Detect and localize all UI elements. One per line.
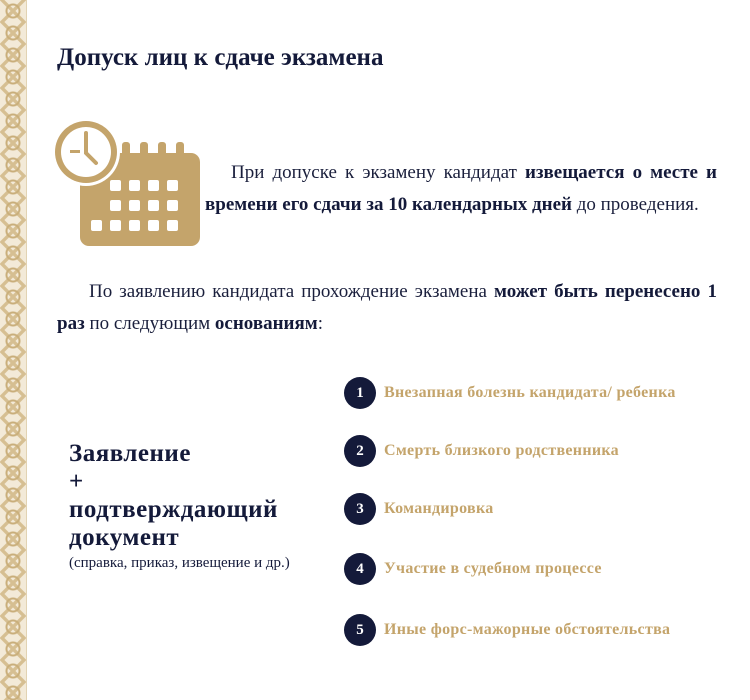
reason-item bbox=[344, 614, 694, 646]
reason-text: Смерть близкого родственника bbox=[384, 442, 619, 459]
application-label: Заявление bbox=[69, 440, 191, 467]
reason-item bbox=[344, 493, 694, 525]
calendar-clock-icon bbox=[52, 118, 202, 246]
plus-sign: + bbox=[69, 468, 84, 495]
reschedule-text-mid: по следующим bbox=[84, 313, 215, 334]
reason-item bbox=[344, 435, 694, 467]
notice-emphasis: извещается о месте и времени его сдачи за 10 календарных дней bbox=[205, 162, 717, 215]
reason-text: Командировка bbox=[384, 500, 494, 517]
number-badge: 4 bbox=[344, 553, 376, 585]
reschedule-emphasis: может быть перенесено 1 раз bbox=[57, 281, 717, 334]
reason-text: Участие в судебном процессе bbox=[384, 560, 602, 577]
number-badge: 3 bbox=[344, 493, 376, 525]
number-badge: 2 bbox=[344, 435, 376, 467]
notice-paragraph bbox=[205, 157, 717, 221]
notice-text: При допуске к экзамену кандидат bbox=[231, 162, 525, 183]
notice-text-end: до проведения. bbox=[571, 194, 699, 215]
supporting-label: подтверждающий bbox=[69, 496, 278, 523]
page-title: Допуск лиц к сдаче экзамена bbox=[57, 44, 384, 71]
application-requirement bbox=[69, 440, 329, 572]
grounds-emphasis: основаниям bbox=[214, 313, 318, 334]
reason-text: Внезапная болезнь кандидата/ ребенка bbox=[384, 384, 676, 401]
number-badge: 1 bbox=[344, 377, 376, 409]
reschedule-text: По заявлению кандидата прохождение экзамена bbox=[89, 281, 495, 302]
reschedule-paragraph bbox=[57, 276, 717, 340]
document-examples: (справка, приказ, извещение и др.) bbox=[69, 555, 290, 571]
reason-text: Иные форс-мажорные обстоятельства bbox=[384, 621, 671, 638]
ornament-border bbox=[0, 0, 27, 700]
colon: : bbox=[317, 313, 323, 334]
reason-item bbox=[344, 377, 694, 409]
reason-item bbox=[344, 553, 694, 585]
document-label: документ bbox=[69, 524, 180, 551]
number-badge: 5 bbox=[344, 614, 376, 646]
